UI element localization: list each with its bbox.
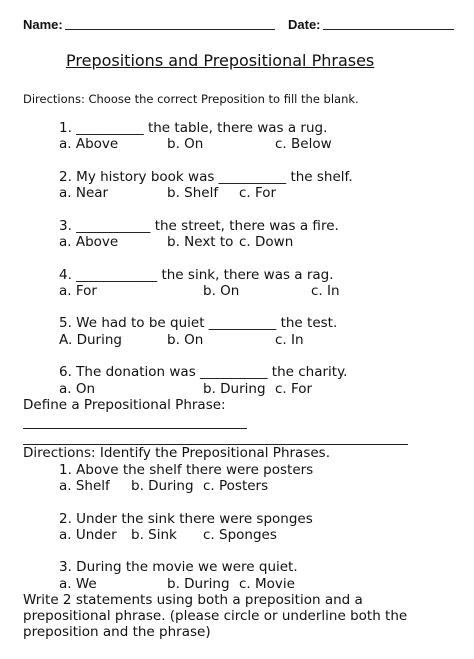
- question-1-prompt: 1. __________ the table, there was a rug.: [59, 120, 328, 136]
- date-label: Date:: [288, 17, 321, 32]
- date-line[interactable]: [323, 29, 454, 30]
- question-6-option-a[interactable]: a. On: [59, 381, 96, 397]
- define-answer-line-1[interactable]: [23, 428, 247, 429]
- question-6-prompt: 6. The donation was __________ the charity.: [59, 364, 348, 380]
- identify-2-option-b[interactable]: b. Sink: [131, 527, 177, 543]
- identify-3-option-b[interactable]: b. During: [167, 576, 230, 592]
- question-5-prompt: 5. We had to be quiet __________ the test.: [59, 315, 338, 331]
- question-1-option-a[interactable]: a. Above: [59, 136, 119, 152]
- question-5-option-c[interactable]: c. In: [275, 332, 304, 348]
- question-2-prompt: 2. My history book was __________ the shelf.: [59, 169, 353, 185]
- question-2-option-a[interactable]: a. Near: [59, 185, 109, 201]
- section2-directions: Directions: Identify the Prepositional Phrases.: [23, 445, 330, 461]
- name-line[interactable]: [65, 29, 275, 30]
- question-3-prompt: 3. ___________ the street, there was a fire.: [59, 218, 339, 234]
- identify-2-option-c[interactable]: c. Sponges: [203, 527, 277, 543]
- question-3-option-a[interactable]: a. Above: [59, 234, 119, 250]
- identify-3-prompt: 3. During the movie we were quiet.: [59, 559, 298, 575]
- question-4-prompt: 4. ____________ the sink, there was a rag.: [59, 267, 334, 283]
- question-1-option-c[interactable]: c. Below: [275, 136, 332, 152]
- question-6-option-c[interactable]: c. For: [275, 381, 313, 397]
- write-instructions-line-3: preposition and the phrase): [23, 624, 211, 640]
- question-6-option-b[interactable]: b. During: [203, 381, 266, 397]
- identify-3-option-a[interactable]: a. We: [59, 576, 97, 592]
- question-2-option-b[interactable]: b. Shelf: [167, 185, 219, 201]
- question-4-option-b[interactable]: b. On: [203, 283, 240, 299]
- question-4-option-c[interactable]: c. In: [311, 283, 340, 299]
- write-instructions-line-2: prepositional phrase. (please circle or underline both the: [23, 608, 408, 624]
- section1-directions: Directions: Choose the correct Preposition to fill the blank.: [23, 92, 359, 106]
- question-3-option-b[interactable]: b. Next to: [167, 234, 234, 250]
- question-2-option-c[interactable]: c. For: [239, 185, 277, 201]
- question-3-option-c[interactable]: c. Down: [239, 234, 294, 250]
- identify-1-prompt: 1. Above the shelf there were posters: [59, 462, 314, 478]
- write-instructions-line-1: Write 2 statements using both a preposition and a: [23, 592, 363, 608]
- identify-2-prompt: 2. Under the sink there were sponges: [59, 511, 313, 527]
- question-5-option-b[interactable]: b. On: [167, 332, 204, 348]
- question-1-option-b[interactable]: b. On: [167, 136, 204, 152]
- identify-3-option-c[interactable]: c. Movie: [239, 576, 295, 592]
- worksheet-title: Prepositions and Prepositional Phrases: [66, 51, 375, 70]
- define-label: Define a Prepositional Phrase:: [23, 397, 226, 413]
- question-5-option-a[interactable]: A. During: [59, 332, 122, 348]
- name-label: Name:: [23, 17, 63, 32]
- identify-1-option-c[interactable]: c. Posters: [203, 478, 269, 494]
- question-4-option-a[interactable]: a. For: [59, 283, 97, 299]
- identify-1-option-a[interactable]: a. Shelf: [59, 478, 110, 494]
- identify-1-option-b[interactable]: b. During: [131, 478, 194, 494]
- identify-2-option-a[interactable]: a. Under: [59, 527, 117, 543]
